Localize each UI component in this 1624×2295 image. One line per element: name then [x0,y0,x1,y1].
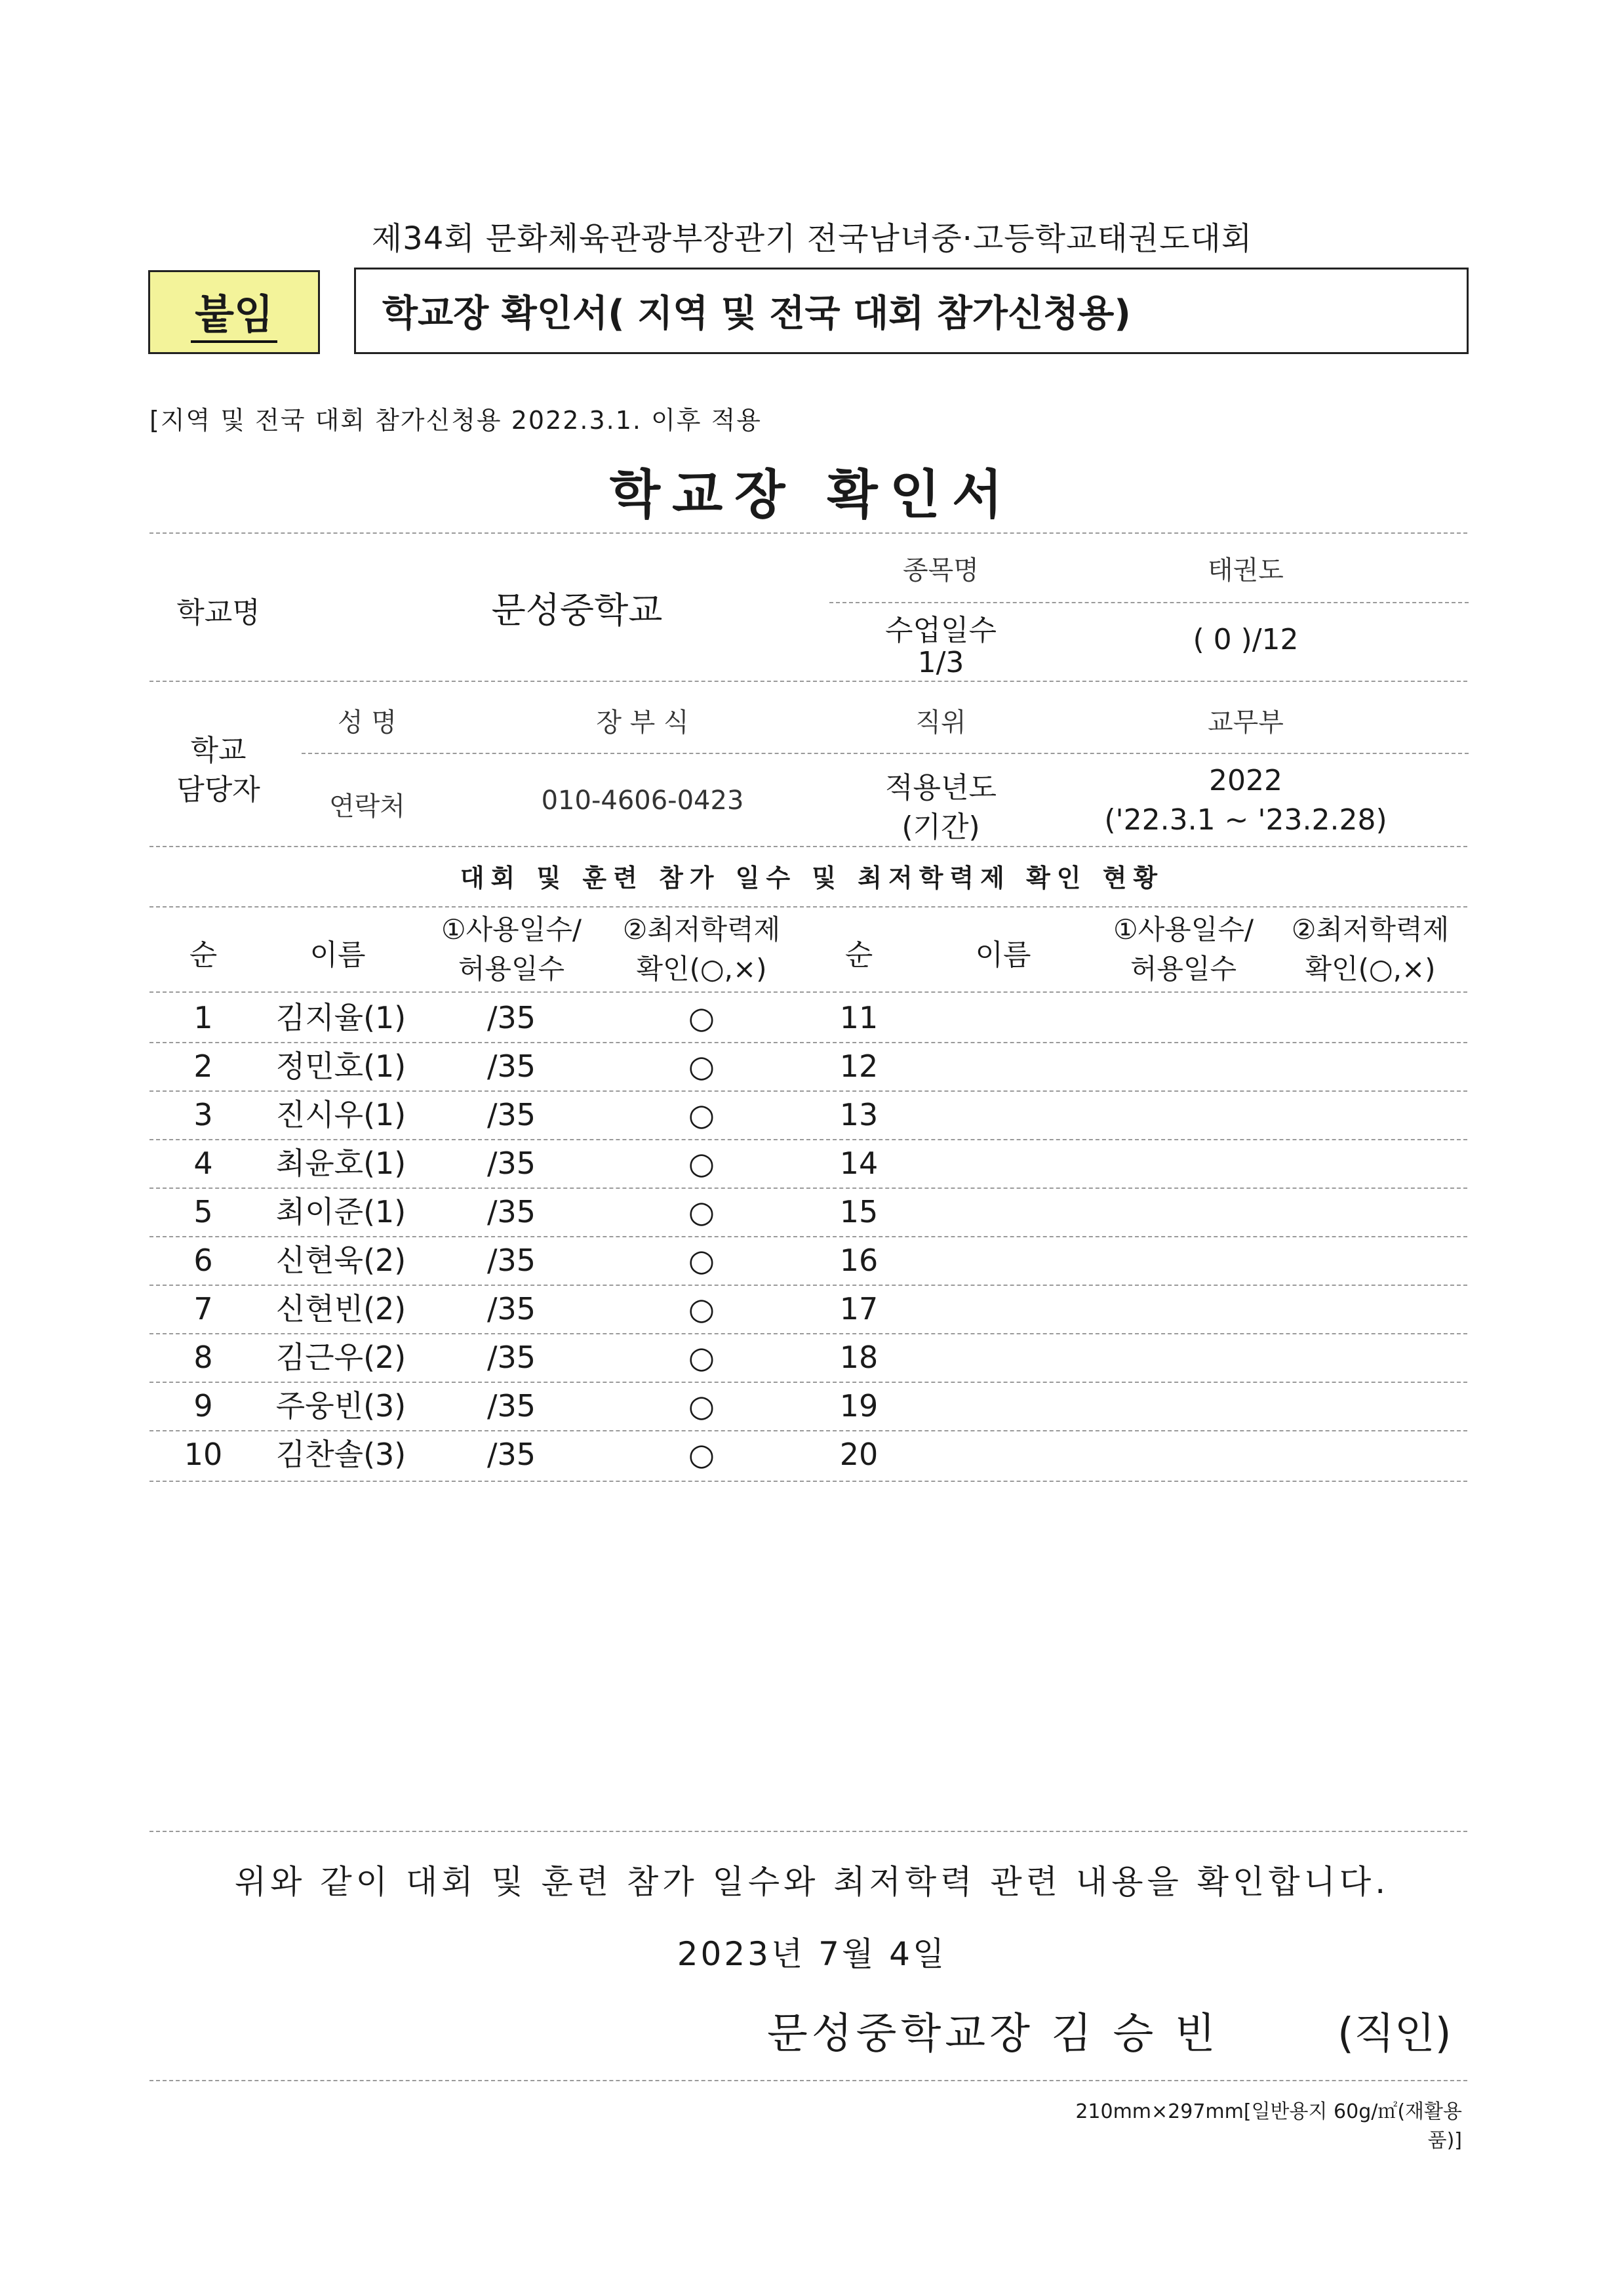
divider [302,753,1469,754]
row-check: ○ [688,1243,715,1278]
class-days-label: 수업일수 [884,614,997,647]
divider [829,602,1469,603]
row-no: 4 [193,1146,213,1181]
row-no: 6 [193,1243,213,1278]
row-check: ○ [688,1194,715,1229]
page-title: 학교장 확인서 [609,464,1015,525]
row-no-2: 11 [839,1000,879,1035]
header-days-1-right: ①사용일수/ [1113,913,1254,946]
row-name: 신현빈(2) [275,1291,406,1327]
row-days: /35 [486,1048,536,1084]
header-days-2: 허용일수 [458,953,565,985]
divider [149,1481,1467,1482]
contact-value: 010-4606-0423 [541,786,744,816]
row-days: /35 [486,1291,536,1327]
row-check: ○ [688,1097,715,1132]
row-check: ○ [688,1388,715,1424]
row-name: 진시우(1) [275,1097,406,1132]
table-row [149,1187,1467,1236]
class-days-sub: 1/3 [917,646,964,679]
row-no: 8 [193,1340,213,1375]
divider [149,1831,1467,1832]
sport-value: 태권도 [1208,555,1284,586]
divider [149,991,1467,993]
header-days-2-right: 허용일수 [1130,953,1237,985]
position-value: 교무부 [1208,708,1284,738]
year-period: ('22.3.1 ~ '23.2.28) [1104,803,1387,837]
header-name-2: 이름 [975,938,1031,972]
header-min-2-right: 확인(○,×) [1305,953,1436,985]
year-sub: (기간) [901,810,980,844]
header-no: 순 [189,938,218,972]
row-check: ○ [688,1340,715,1375]
row-no: 2 [193,1048,213,1084]
row-no-2: 19 [839,1388,879,1424]
header-days-1: ①사용일수/ [441,913,582,946]
row-days: /35 [486,1146,536,1181]
row-name: 주웅빈(3) [275,1388,406,1424]
usage-note: [지역 및 전국 대회 참가신청용 2022.3.1. 이후 적용 [149,406,762,435]
row-name: 최윤호(1) [275,1146,406,1181]
confirmation-text: 위와 같이 대회 및 훈련 참가 일수와 최저학력 관련 내용을 확인합니다. [234,1863,1390,1901]
table-row [149,1236,1467,1285]
name-label: 성 명 [338,708,397,738]
class-days-value: ( 0 )/12 [1193,623,1299,656]
form-title: 학교장 확인서( 지역 및 전국 대회 참가신청용) [354,268,1469,354]
table-row [149,1382,1467,1430]
divider [149,532,1467,534]
table-row [149,1333,1467,1382]
row-name: 신현욱(2) [275,1243,406,1278]
position-label: 직위 [915,708,966,738]
header-min-1: ②최저학력제 [622,913,781,946]
confirmation-date: 2023년 7월 4일 [677,1935,947,1973]
header-name: 이름 [309,938,366,972]
row-days: /35 [486,1000,536,1035]
manager-label-2: 담당자 [176,773,260,807]
divider [149,846,1467,847]
row-name: 김지율(1) [275,1000,406,1035]
row-no-2: 17 [839,1291,879,1327]
row-no: 9 [193,1388,213,1424]
table-row [149,1285,1467,1333]
row-days: /35 [486,1194,536,1229]
table-row [149,1090,1467,1139]
row-no-2: 20 [839,1437,879,1472]
table-row [149,1139,1467,1187]
table-caption: 대회 및 훈련 참가 일수 및 최저학력제 확인 현황 [460,864,1164,892]
row-check: ○ [688,1048,715,1084]
row-no: 1 [193,1000,213,1035]
row-no-2: 13 [839,1097,879,1132]
divider [149,2080,1467,2081]
row-days: /35 [486,1243,536,1278]
paper-spec: 210mm×297mm[일반용지 60g/㎡(재활용품)] [1075,2100,1462,2152]
table-row [149,1430,1467,1479]
row-check: ○ [688,1000,715,1035]
row-days: /35 [486,1437,536,1472]
principal-signature: 문성중학교장 김 승 빈 [767,2010,1219,2058]
year-value: 2022 [1209,764,1282,797]
row-check: ○ [688,1291,715,1327]
school-value: 문성중학교 [491,589,663,631]
attachment-badge [148,270,320,354]
row-days: /35 [486,1340,536,1375]
year-label: 적용년도 [884,771,997,805]
row-no: 7 [193,1291,213,1327]
row-name: 정민호(1) [275,1048,406,1084]
header-min-2: 확인(○,×) [636,953,767,985]
header-min-1-right: ②최저학력제 [1291,913,1450,946]
row-check: ○ [688,1437,715,1472]
school-label: 학교명 [176,596,260,629]
row-no-2: 18 [839,1340,879,1375]
row-name: 최이준(1) [275,1194,406,1229]
contact-label: 연락처 [329,791,405,822]
manager-label-1: 학교 [190,734,247,767]
row-name: 김근우(2) [275,1340,406,1375]
row-no-2: 14 [839,1146,879,1181]
row-name: 김찬솔(3) [275,1437,406,1472]
divider [149,906,1467,908]
official-seal: (직인) [1337,2010,1452,2058]
row-no: 3 [193,1097,213,1132]
name-value: 장 부 식 [596,708,689,738]
row-days: /35 [486,1388,536,1424]
header-no-2: 순 [844,938,873,972]
sport-label: 종목명 [903,555,979,586]
divider [149,681,1467,682]
table-row [149,1042,1467,1090]
badge-label: 붙임 [191,282,277,343]
table-row [149,993,1467,1042]
row-check: ○ [688,1146,715,1181]
event-title: 제34회 문화체육관광부장관기 전국남녀중·고등학교태권도대회 [371,220,1253,257]
row-no: 10 [184,1437,223,1472]
row-no-2: 12 [839,1048,879,1084]
row-no-2: 16 [839,1243,879,1278]
row-no: 5 [193,1194,213,1229]
row-days: /35 [486,1097,536,1132]
row-no-2: 15 [839,1194,879,1229]
